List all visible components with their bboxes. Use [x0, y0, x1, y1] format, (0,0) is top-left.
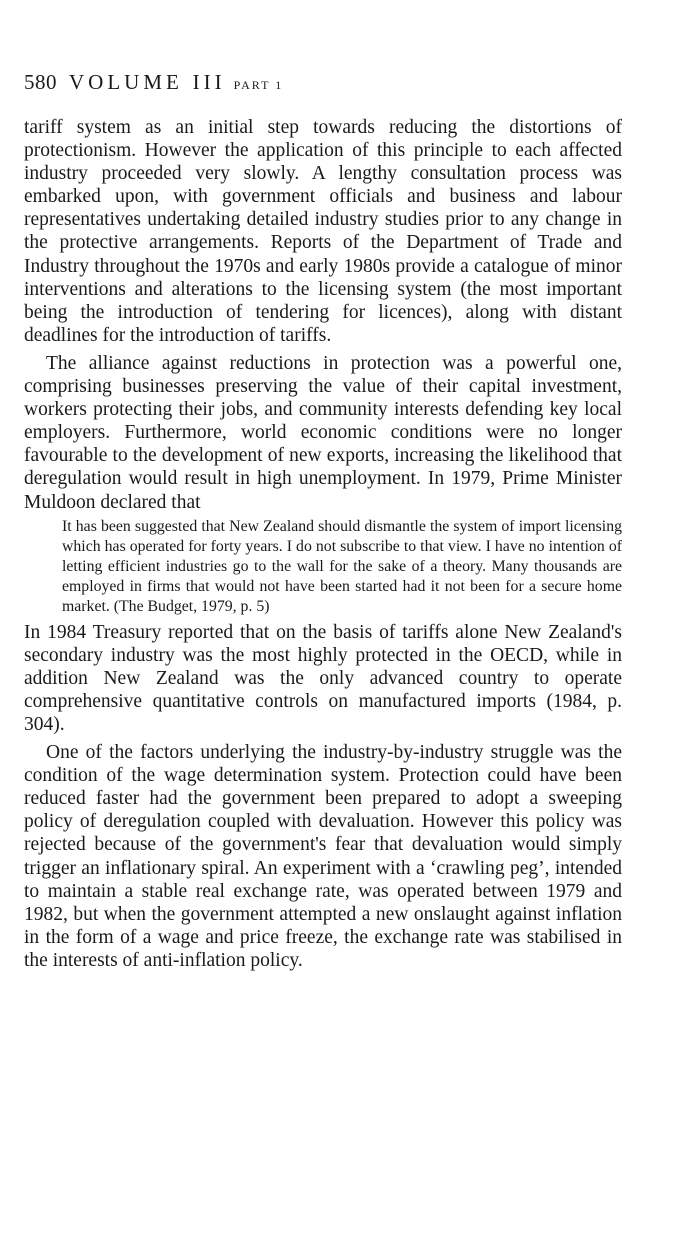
body-paragraph-2: The alliance against reductions in protection was a powerful one, comprising businesses preserving the value of their capital investment, workers protecting their jobs, and community interests defending key local employers. Furthermore, world economic conditions were no longer favourable to the development of new exports, increasing the likelihood that deregulation would result in high unemployment. In 1979, Prime Minister Muldoon declared that — [24, 352, 622, 513]
body-paragraph-3: In 1984 Treasury reported that on the basis of tariffs alone New Zealand's secondary industry was the most highly protected in the OECD, while in addition New Zealand was the only advanced country to operate comprehensive quantitative controls on manufactured imports (1984, p. 304). — [24, 621, 622, 735]
page — [24, 70, 622, 972]
running-head — [24, 70, 622, 116]
block-quote: It has been suggested that New Zealand should dismantle the system of import licensing which has operated for forty years. I do not subscribe to that view. I have no intention of letting efficient industries go to the wall for the sake of a theory. Many thousands are employed in firms that would not have been started had it not been for a secure home market. (The Budget, 1979, p. 5) — [62, 517, 622, 615]
body-paragraph-1: tariff system as an initial step towards reducing the distortions of protectionism. However the application of this principle to each affected industry proceeded very slowly. A lengthy consultation process was embarked upon, with government officials and business and labour representatives undertaking detailed industry studies prior to any change in the protective arrangements. Reports of the Department of Trade and Industry throughout the 1970s and early 1980s provide a catalogue of minor interventions and alterations to the licensing system (the most important being the introduction of tendering for licences), along with distant deadlines for the introduction of tariffs. — [24, 117, 622, 346]
page-number: 580 — [24, 70, 57, 94]
body-paragraph-4: One of the factors underlying the industry-by-industry struggle was the condition of the wage determination system. Protection could have been reduced faster had the government been prepared to adopt a sweeping policy of deregulation coupled with devaluation. However this policy was rejected because of the government's fear that devaluation would simply trigger an inflationary spiral. An experiment with a ‘crawling peg’, intended to maintain a stable real exchange rate, was operated between 1979 and 1982, but when the government attempted a new onslaught against inflation in the form of a wage and price freeze, the exchange rate was stabilised in the interests of anti-inflation policy. — [24, 742, 622, 971]
volume-number: III — [192, 70, 226, 94]
volume-label: VOLUME — [69, 70, 183, 94]
part-label: PART 1 — [233, 78, 284, 92]
